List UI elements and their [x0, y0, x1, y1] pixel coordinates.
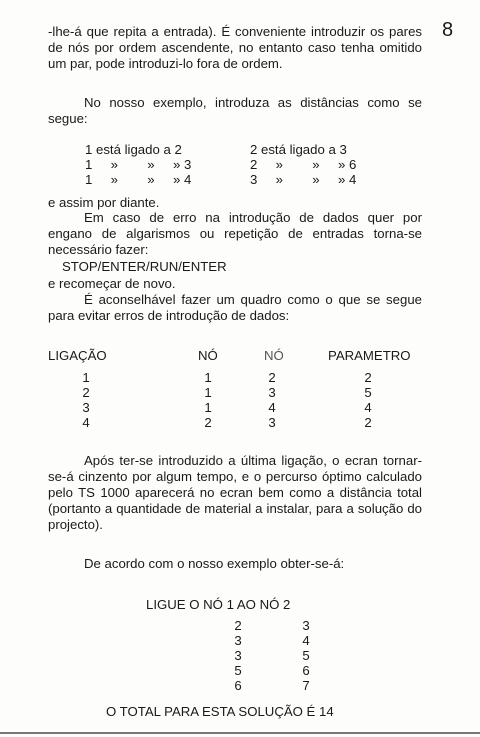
bottom-rule — [0, 732, 480, 734]
result-value: 5 — [234, 663, 242, 678]
table-column-node-a — [198, 370, 218, 430]
connection-line: 1 está ligado a 2 — [85, 142, 182, 157]
result-value: 3 — [234, 648, 242, 663]
table-header-node-a: NÓ — [198, 348, 218, 363]
table-cell: 3 — [268, 385, 276, 400]
table-cell: 1 — [204, 385, 212, 400]
connection-line: 2 » » » 6 — [250, 157, 357, 172]
connection-line: 1 » » » 3 — [85, 157, 192, 172]
paragraph-error-handling: Em caso de erro na introdução de dados quer por engano de algarismos ou repetição de entradas torna-se necessário fazer: — [48, 210, 422, 257]
paragraph-after-entry: Após ter-se introduzido a última ligação, o ecran tornar-se-á cinzento por algum tempo, e o percurso óptimo calculado pelo TS 1000 aparecerá no ecran bem como a distância total (portanto a quantidade de material a instalar, para a solução do projecto). — [48, 453, 422, 532]
result-value: 5 — [302, 648, 310, 663]
table-cell: 5 — [364, 385, 372, 400]
table-cell: 4 — [268, 400, 276, 415]
table-cell: 1 — [204, 370, 212, 385]
result-column-to — [296, 618, 316, 693]
connections-left-column — [85, 142, 191, 187]
table-cell: 3 — [82, 400, 90, 415]
paragraph-restart: e recomeçar de novo. — [48, 276, 176, 291]
result-value: 6 — [302, 663, 310, 678]
paragraph-and-so-on: e assim por diante. — [48, 195, 160, 210]
table-cell: 2 — [82, 385, 90, 400]
connection-line: 2 está ligado a 3 — [250, 142, 347, 157]
table-cell: 2 — [268, 370, 276, 385]
paragraph-result-intro: De acordo com o nosso exemplo obter-se-á: — [84, 556, 345, 571]
paragraph-continuation: -lhe-á que repita a entrada). É conveniente introduzir os pares de nós por ordem ascendente, no entanto caso tenha omitido um par, pode introduzi-lo fora de ordem. — [48, 24, 422, 71]
table-column-node-b — [262, 370, 282, 430]
connections-right-column — [250, 142, 356, 187]
result-value: 2 — [234, 618, 242, 633]
paragraph-example-intro: No nosso exemplo, introduza as distâncias como se segue: — [48, 95, 422, 126]
total-line: O TOTAL PARA ESTA SOLUÇÃO É 14 — [106, 704, 334, 719]
table-header-parameter: PARAMETRO — [328, 348, 411, 363]
table-cell: 3 — [268, 415, 276, 430]
table-cell: 2 — [364, 415, 372, 430]
table-cell: 2 — [364, 370, 372, 385]
result-value: 4 — [302, 633, 310, 648]
table-cell: 1 — [82, 370, 90, 385]
result-value: 7 — [302, 678, 310, 693]
table-header-link: LIGAÇÃO — [48, 348, 107, 363]
connection-line: 1 » » » 4 — [85, 172, 192, 187]
command-line: STOP/ENTER/RUN/ENTER — [62, 259, 227, 274]
result-value: 6 — [234, 678, 242, 693]
result-heading: LIGUE O NÓ 1 AO NÓ 2 — [146, 597, 291, 612]
result-value: 3 — [234, 633, 242, 648]
table-header-node-b: NÓ — [264, 348, 284, 363]
table-cell: 1 — [204, 400, 212, 415]
table-cell: 4 — [364, 400, 372, 415]
table-column-parameter — [358, 370, 378, 430]
result-value: 3 — [302, 618, 310, 633]
result-column-from — [228, 618, 248, 693]
paragraph-table-advice: É aconselhável fazer um quadro como o que se segue para evitar erros de introdução de dados: — [48, 292, 422, 323]
table-cell: 4 — [82, 415, 90, 430]
page-number: 8 — [442, 19, 454, 41]
connection-line: 3 » » » 4 — [250, 172, 357, 187]
table-column-link — [76, 370, 96, 430]
table-cell: 2 — [204, 415, 212, 430]
